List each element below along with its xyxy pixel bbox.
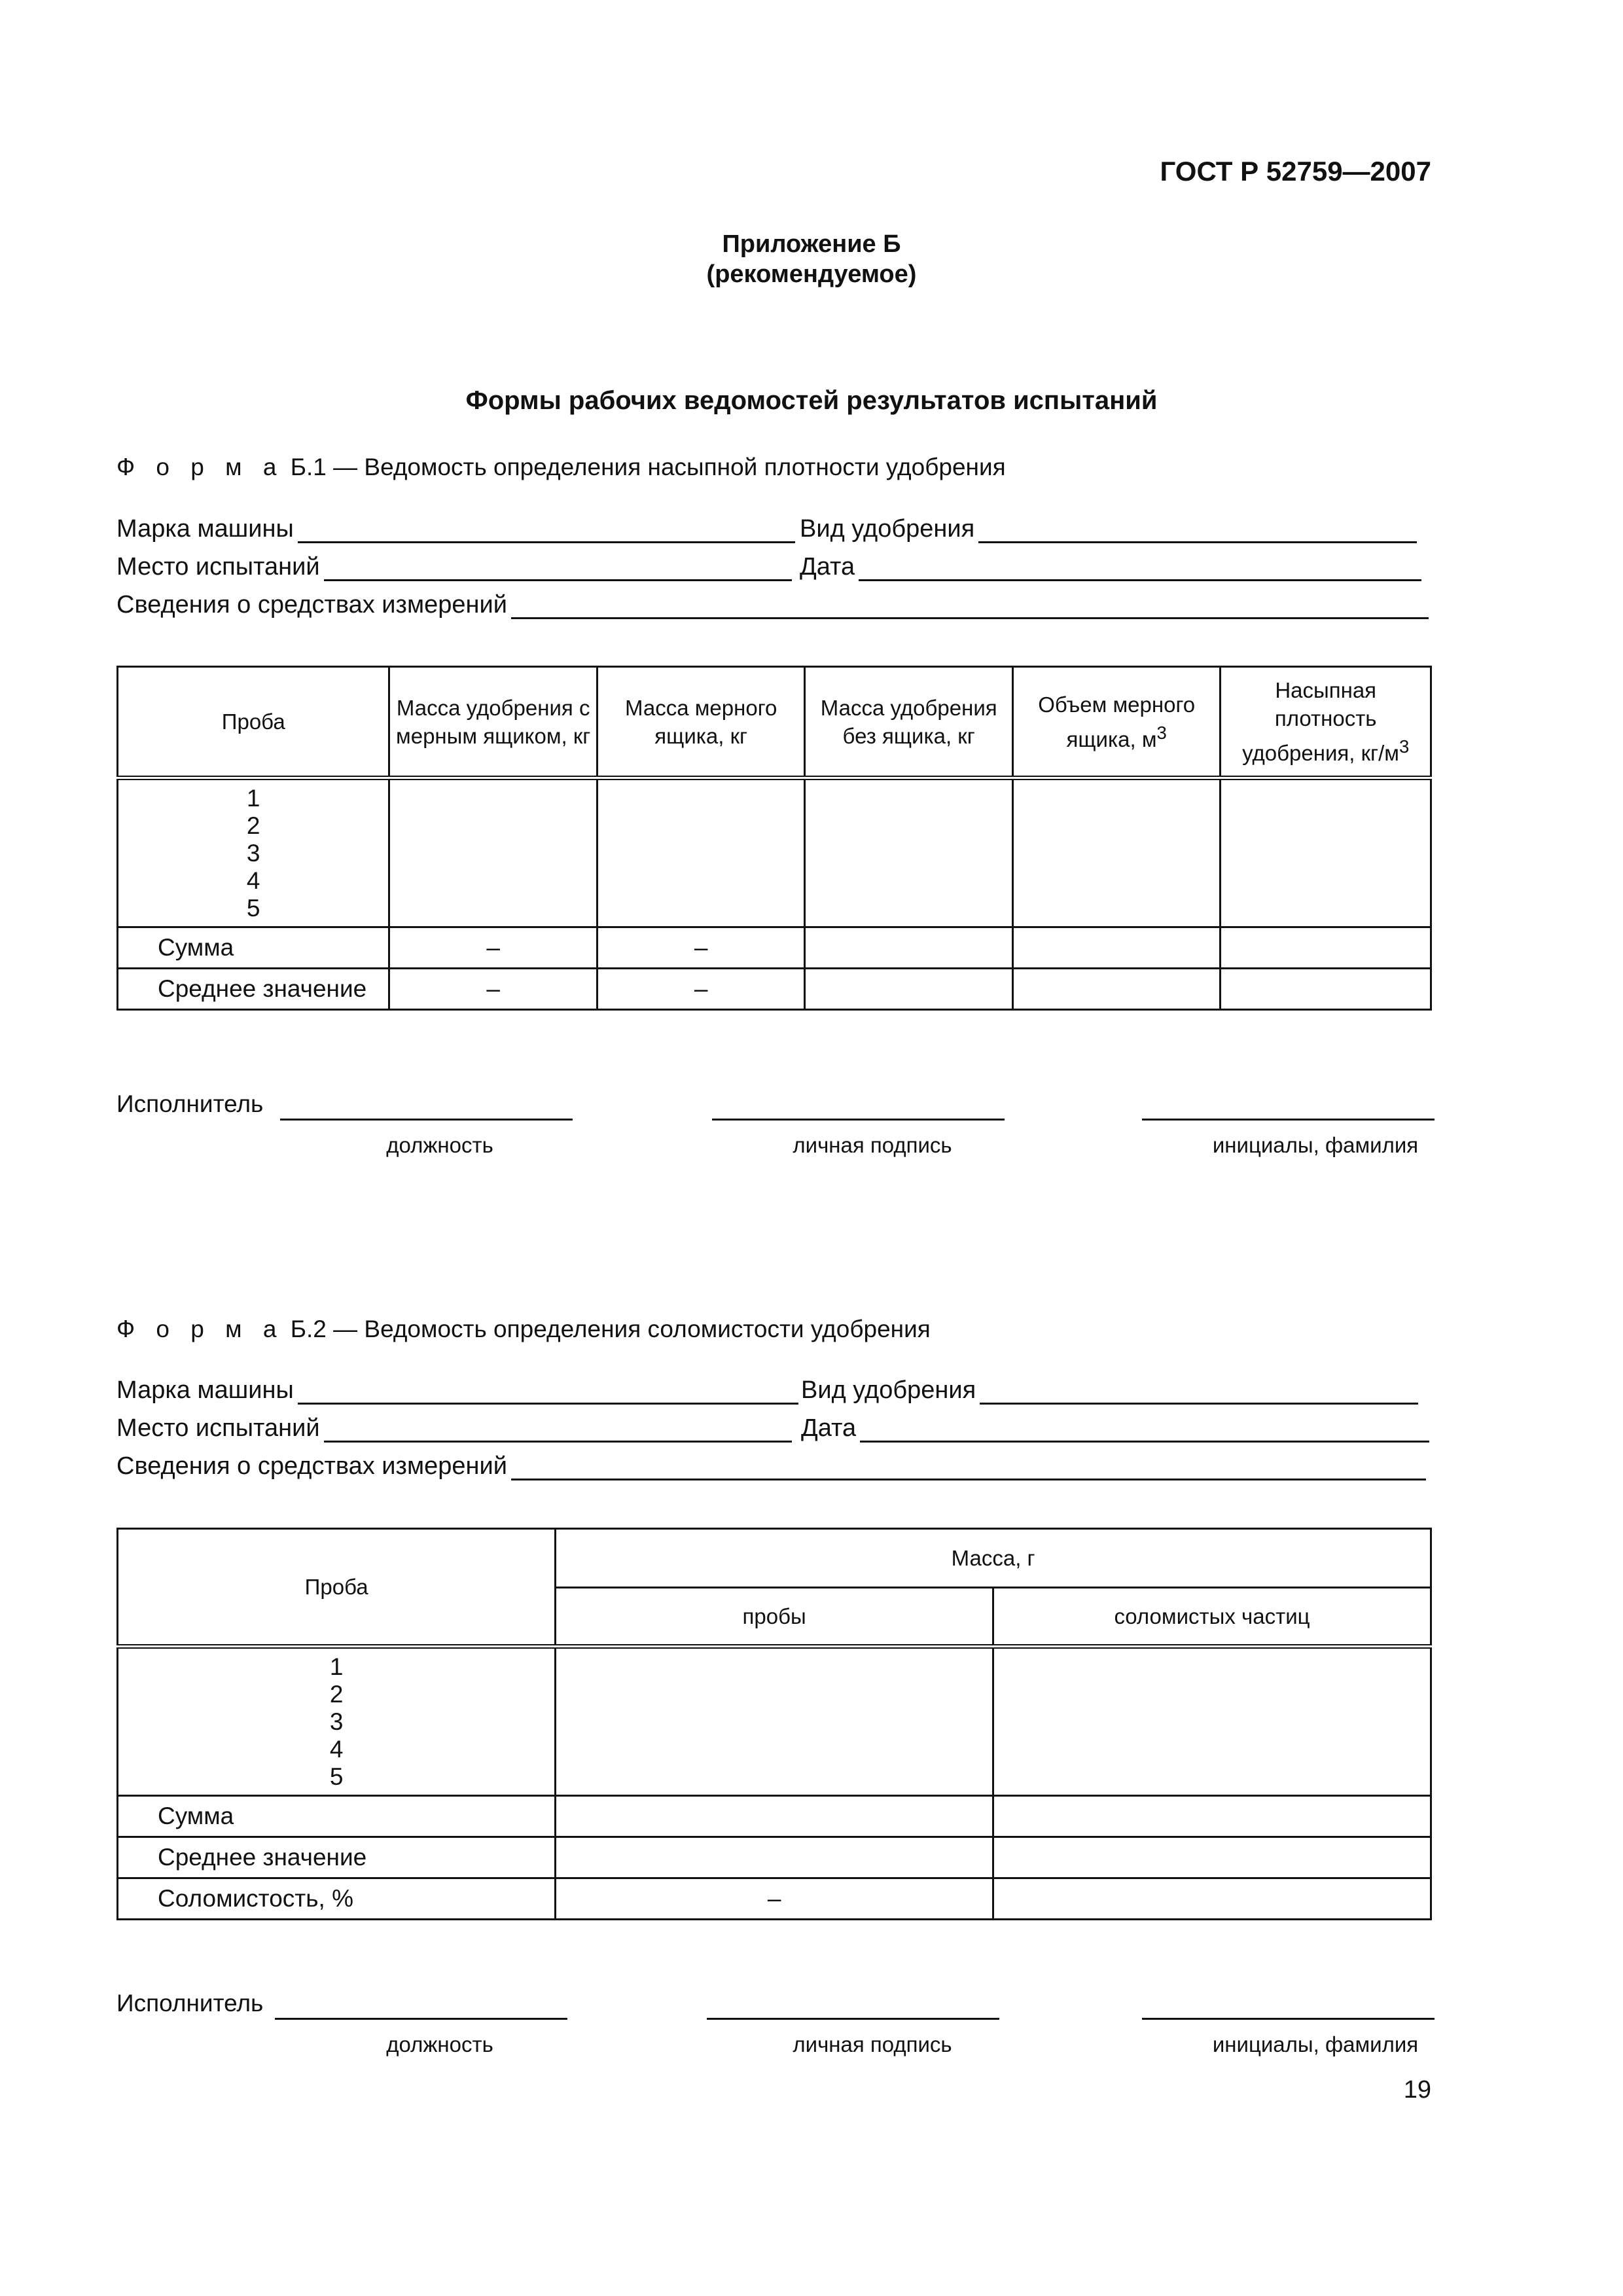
name-line[interactable] bbox=[1142, 1117, 1435, 1121]
table-cell[interactable] bbox=[805, 969, 1013, 1010]
table-cell[interactable] bbox=[1012, 778, 1220, 927]
form2-col-probe: пробы bbox=[556, 1588, 993, 1647]
form1-machine-input[interactable] bbox=[298, 516, 795, 543]
form1-col-box-mass: Масса мерного ящика, кг bbox=[597, 667, 804, 778]
form2-col-mass: Масса, г bbox=[556, 1529, 1431, 1588]
dash-cell: – bbox=[556, 1878, 993, 1920]
position-caption: должность bbox=[386, 1133, 493, 1157]
table-cell[interactable] bbox=[389, 778, 597, 927]
position-line[interactable] bbox=[275, 2016, 567, 2020]
form2-sum-row bbox=[118, 1796, 1431, 1837]
position-caption: должность bbox=[386, 2032, 493, 2056]
form2-header-row-1 bbox=[118, 1529, 1431, 1588]
form1-col-bulk-density bbox=[1221, 667, 1431, 778]
form2-instruments-label: Сведения о средствах измерений bbox=[116, 1452, 507, 1480]
form1-title-text: Б.1 — Ведомость определения насыпной плотности удобрения bbox=[283, 454, 1006, 480]
form1-place-label: Место испытаний bbox=[116, 553, 320, 581]
form1-prefix: Ф о р м а bbox=[116, 454, 284, 480]
form2-sample-numbers bbox=[118, 1647, 556, 1796]
sample-number: 4 bbox=[246, 867, 260, 894]
form2-fertilizer-row bbox=[801, 1373, 1418, 1405]
form2-straw-label: Соломистость, % bbox=[118, 1878, 556, 1920]
table-cell[interactable] bbox=[805, 778, 1013, 927]
dash-cell: – bbox=[597, 969, 804, 1010]
sample-number: 2 bbox=[246, 812, 260, 839]
form2-prefix: Ф о р м а bbox=[116, 1316, 284, 1342]
form2-date-row bbox=[801, 1411, 1429, 1443]
table-cell[interactable] bbox=[993, 1878, 1431, 1920]
form2-straw-row bbox=[118, 1878, 1431, 1920]
name-caption: инициалы, фамилия bbox=[1212, 2032, 1419, 2056]
table-cell[interactable] bbox=[1221, 969, 1431, 1010]
form2-fertilizer-input[interactable] bbox=[980, 1378, 1418, 1405]
table-cell[interactable] bbox=[556, 1647, 993, 1796]
form2-fertilizer-label: Вид удобрения bbox=[801, 1376, 976, 1404]
signature-caption: личная подпись bbox=[793, 2032, 952, 2056]
document-code: ГОСТ Р 52759—2007 bbox=[1160, 156, 1431, 187]
page-number: 19 bbox=[1403, 2076, 1431, 2104]
sample-number: 2 bbox=[329, 1680, 344, 1708]
form2-instruments-input[interactable] bbox=[511, 1454, 1426, 1480]
form1-machine-row bbox=[116, 512, 795, 543]
signature-caption: личная подпись bbox=[793, 1133, 952, 1157]
sample-number: 1 bbox=[329, 1653, 344, 1680]
form2-samples-row bbox=[118, 1647, 1431, 1796]
form2-machine-input[interactable] bbox=[298, 1378, 798, 1405]
superscript: 3 bbox=[1399, 736, 1410, 757]
table-cell[interactable] bbox=[1221, 778, 1431, 927]
table-cell[interactable] bbox=[556, 1796, 993, 1837]
table-cell[interactable] bbox=[1012, 969, 1220, 1010]
form2-sum-label: Сумма bbox=[118, 1796, 556, 1837]
sample-number: 4 bbox=[329, 1735, 344, 1763]
form2-title-text: Б.2 — Ведомость определения соломистости удобрения bbox=[283, 1316, 931, 1342]
form1-date-label: Дата bbox=[800, 553, 855, 581]
form1-fertilizer-input[interactable] bbox=[978, 516, 1417, 543]
form1-sample-numbers bbox=[118, 778, 389, 927]
form1-samples-row bbox=[118, 778, 1431, 927]
dash-cell: – bbox=[389, 927, 597, 969]
form1-fertilizer-label: Вид удобрения bbox=[800, 515, 975, 543]
form1-avg-row bbox=[118, 969, 1431, 1010]
form2-table bbox=[116, 1528, 1432, 1920]
form1-sum-label: Сумма bbox=[118, 927, 389, 969]
form1-col-bulk-density-text: Насыпная плотность удобрения, кг/м bbox=[1242, 678, 1399, 765]
performer-label: Исполнитель bbox=[116, 1090, 264, 1117]
table-cell[interactable] bbox=[993, 1647, 1431, 1796]
form2-avg-label: Среднее значение bbox=[118, 1837, 556, 1878]
form2-place-input[interactable] bbox=[324, 1416, 792, 1443]
form1-col-mass-without-box: Масса удобрения без ящика, кг bbox=[805, 667, 1013, 778]
section-title: Формы рабочих ведомостей результатов испытаний bbox=[465, 386, 1158, 415]
table-cell[interactable] bbox=[993, 1796, 1431, 1837]
form2-col-straw: соломистых частиц bbox=[993, 1588, 1431, 1647]
table-cell[interactable] bbox=[1221, 927, 1431, 969]
form2-title bbox=[116, 1316, 931, 1343]
table-cell[interactable] bbox=[556, 1837, 993, 1878]
form1-instruments-input[interactable] bbox=[511, 592, 1429, 619]
position-line[interactable] bbox=[280, 1117, 573, 1121]
appendix-title: Приложение Б bbox=[722, 230, 901, 258]
form1-col-sample: Проба bbox=[118, 667, 389, 778]
form1-sum-row bbox=[118, 927, 1431, 969]
form1-fertilizer-row bbox=[800, 512, 1417, 543]
form1-col-box-volume-text: Объем мерного ящика, м bbox=[1038, 692, 1196, 751]
superscript: 3 bbox=[1156, 722, 1167, 743]
appendix-status: (рекомендуемое) bbox=[706, 260, 917, 288]
table-cell[interactable] bbox=[597, 778, 804, 927]
form1-place-row bbox=[116, 550, 792, 581]
form1-title bbox=[116, 454, 1006, 481]
name-line[interactable] bbox=[1142, 2016, 1435, 2020]
form1-date-row bbox=[800, 550, 1421, 581]
signature-line[interactable] bbox=[712, 1117, 1005, 1121]
sample-number: 5 bbox=[246, 894, 260, 922]
form2-date-input[interactable] bbox=[860, 1416, 1429, 1443]
signature-line[interactable] bbox=[707, 2016, 999, 2020]
name-caption: инициалы, фамилия bbox=[1212, 1133, 1419, 1157]
form1-instruments-label: Сведения о средствах измерений bbox=[116, 591, 507, 619]
form1-table bbox=[116, 666, 1432, 1011]
sample-number: 3 bbox=[246, 839, 260, 867]
dash-cell: – bbox=[389, 969, 597, 1010]
form2-instruments-row bbox=[116, 1449, 1426, 1480]
form1-header-row bbox=[118, 667, 1431, 778]
form1-place-input[interactable] bbox=[324, 554, 792, 581]
form1-instruments-row bbox=[116, 588, 1429, 619]
form1-col-mass-with-box: Масса удобрения с мерным ящиком, кг bbox=[389, 667, 597, 778]
sample-number: 3 bbox=[329, 1708, 344, 1735]
table-cell[interactable] bbox=[805, 927, 1013, 969]
form2-place-label: Место испытаний bbox=[116, 1414, 320, 1442]
performer-label: Исполнитель bbox=[116, 1990, 264, 2017]
sample-number: 1 bbox=[246, 784, 260, 812]
form1-date-input[interactable] bbox=[859, 554, 1421, 581]
form2-date-label: Дата bbox=[801, 1414, 857, 1442]
table-cell[interactable] bbox=[993, 1837, 1431, 1878]
form2-avg-row bbox=[118, 1837, 1431, 1878]
sample-number: 5 bbox=[329, 1763, 344, 1790]
form1-avg-label: Среднее значение bbox=[118, 969, 389, 1010]
form2-col-sample: Проба bbox=[118, 1529, 556, 1647]
form2-place-row bbox=[116, 1411, 792, 1443]
form2-machine-row bbox=[116, 1373, 798, 1405]
dash-cell: – bbox=[597, 927, 804, 969]
form2-machine-label: Марка машины bbox=[116, 1376, 294, 1404]
table-cell[interactable] bbox=[1012, 927, 1220, 969]
form1-col-box-volume bbox=[1012, 667, 1220, 778]
form1-machine-label: Марка машины bbox=[116, 515, 294, 543]
